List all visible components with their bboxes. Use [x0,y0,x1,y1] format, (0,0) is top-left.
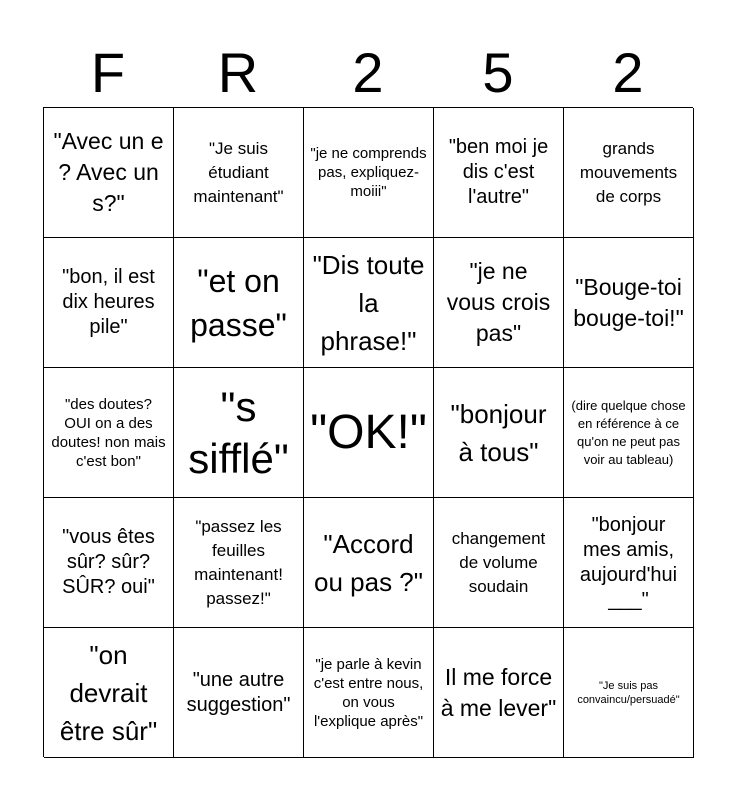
cell-text: grands mouvements de corps [579,138,678,206]
header-digit-2b: 2 [612,41,644,104]
bingo-cell[interactable] [304,368,434,498]
cell-text: "bonjour mes amis, aujourd'hui ___" [579,513,678,611]
bingo-cell[interactable] [434,628,564,758]
cell-text: "Bouge-toi bouge-toi!" [573,273,684,331]
cell-text: "je ne vous crois pas" [446,258,551,346]
cell-text: "bonjour à tous" [450,398,547,467]
cell-text: "vous êtes sûr? sûr? SÛR? oui" [62,526,155,598]
cell-text: "et on passe" [190,262,287,343]
cell-text: (dire quelque chose en référence à ce qu'on ne peut pas voir au tableau) [571,397,686,467]
cell-text: changement de volume soudain [451,528,546,596]
cell-text: "ben moi je dis c'est l'autre" [448,136,549,208]
cell-text: "passez les feuilles maintenant! passez!" [194,516,283,608]
bingo-cell[interactable] [434,368,564,498]
bingo-cell[interactable] [304,108,434,238]
bingo-grid [43,107,693,757]
bingo-cell[interactable] [44,368,174,498]
header-letter-r: R [217,41,259,104]
cell-text: "une autre suggestion" [186,668,291,716]
header-digit-2: 2 [352,41,384,104]
cell-text: "Accord ou pas ?" [314,528,423,597]
bingo-cell[interactable] [434,498,564,628]
header-letter-f: F [90,41,126,104]
bingo-cell[interactable] [44,238,174,368]
bingo-cell[interactable] [174,238,304,368]
bingo-cell[interactable] [304,498,434,628]
cell-text: "Dis toute la phrase!" [312,249,425,356]
bingo-cell[interactable] [174,368,304,498]
cell-text: "OK!" [310,405,427,459]
bingo-cell[interactable] [564,108,694,238]
bingo-cell[interactable] [564,498,694,628]
bingo-cell[interactable] [44,498,174,628]
cell-text: "on devrait être sûr" [59,639,158,746]
bingo-cell[interactable] [44,108,174,238]
bingo-cell[interactable] [174,108,304,238]
cell-text: "Je suis étudiant maintenant" [193,138,284,206]
cell-text: "Avec un e ? Avec un s?" [53,128,164,216]
bingo-cell[interactable] [434,108,564,238]
cell-text: "des doutes? OUI on a des doutes! non mais c'est bon" [51,395,166,470]
cell-text: Il me force à me lever" [440,663,557,721]
cell-text: "s sifflé" [188,382,289,482]
cell-text: "Je suis pas convaincu/persuadé" [577,679,680,706]
header-digit-5: 5 [482,41,514,104]
bingo-cell[interactable] [564,628,694,758]
bingo-title [43,38,693,108]
bingo-cell[interactable] [564,238,694,368]
bingo-cell[interactable] [44,628,174,758]
bingo-cell[interactable] [174,498,304,628]
bingo-cell[interactable] [564,368,694,498]
bingo-cell[interactable] [174,628,304,758]
bingo-cell[interactable] [304,628,434,758]
cell-text: "je parle à kevin c'est entre nous, on vous l'explique après" [313,655,424,730]
bingo-cell[interactable] [304,238,434,368]
cell-text: "bon, il est dix heures pile" [62,266,155,338]
bingo-cell[interactable] [434,238,564,368]
cell-text: "je ne comprends pas, expliquez-moiii" [310,145,427,200]
